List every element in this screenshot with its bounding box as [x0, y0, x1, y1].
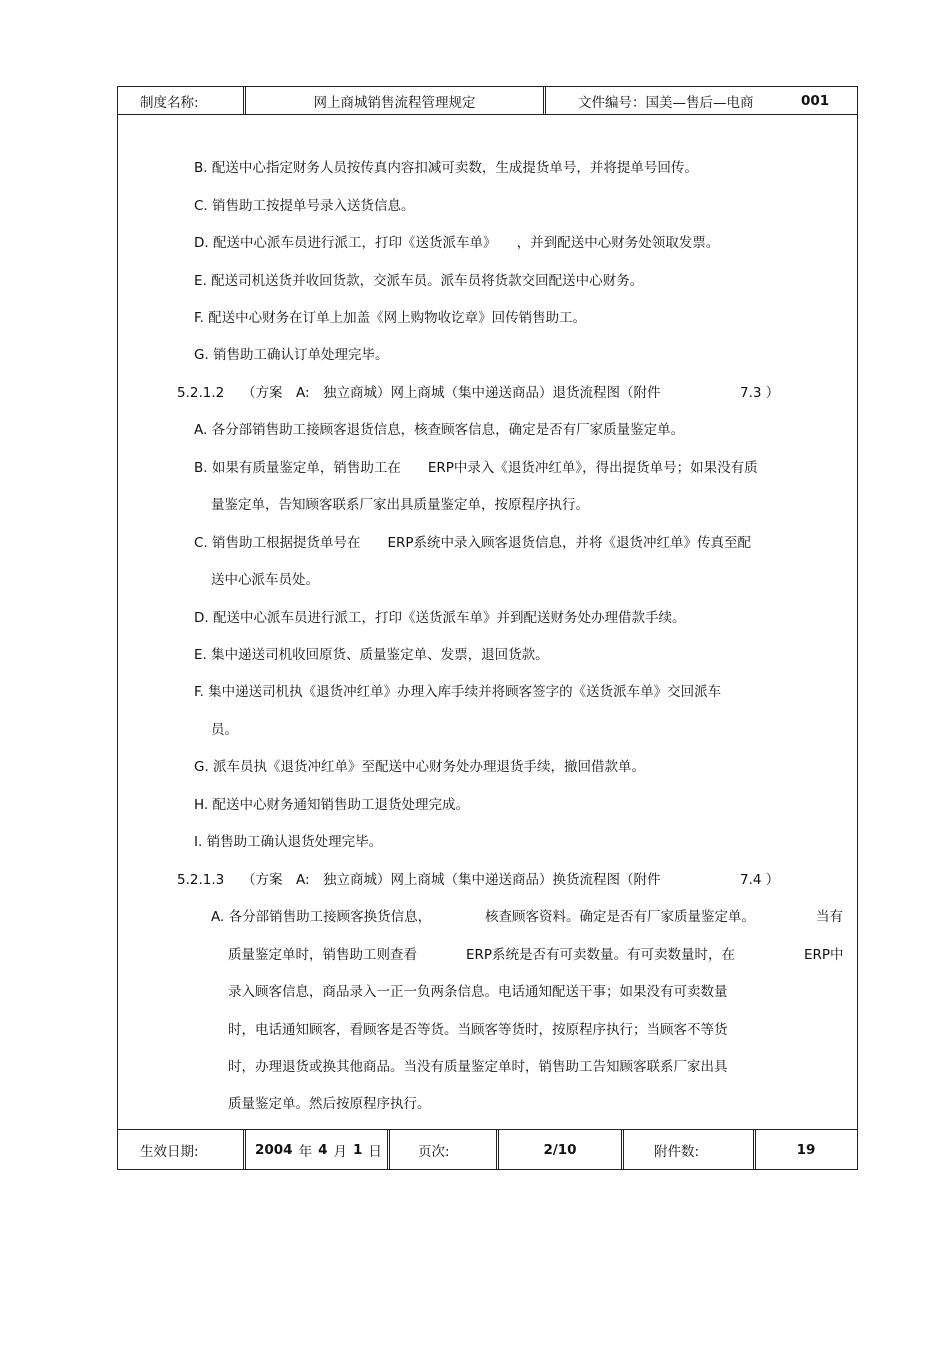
section-title: （方案 A: 独立商城）网上商城（集中递送商品）退货流程图（附件: [242, 385, 661, 401]
list-item: E. 集中递送司机收回原货、质量鉴定单、发票，退回货款。: [194, 647, 549, 663]
list-item-continuation: 时，办理退货或换其他商品。当没有质量鉴定单时，销售助工告知顾客联系厂家出具: [228, 1059, 728, 1075]
list-item: A. 各分部销售助工接顾客换货信息，: [211, 909, 432, 925]
list-item: I. 销售助工确认退货处理完毕。: [194, 834, 383, 850]
list-item: G. 派车员执《退货冲红单》至配送中心财务处办理退货手续，撤回借款单。: [194, 759, 646, 775]
document-frame: [117, 86, 858, 1170]
list-item: G. 销售助工确认订单处理完毕。: [194, 347, 389, 363]
date-year-unit: 年: [298, 1143, 313, 1160]
list-item: D. 配送中心派车员进行派工，打印《送货派车单》并到配送财务处办理借款手续。: [194, 610, 686, 626]
list-item: A. 各分部销售助工接顾客退货信息，核查顾客信息，确定是否有厂家质量鉴定单。: [194, 422, 685, 438]
list-item: 核查顾客资料。确定是否有厂家质量鉴定单。: [485, 909, 755, 925]
section-number: 5.2.1.2: [177, 385, 225, 401]
header-divider: [543, 87, 546, 114]
list-item-continuation: ERP中: [804, 947, 844, 963]
page-label: 页次:: [418, 1143, 450, 1160]
list-item: F. 配送中心财务在订单上加盖《网上购物收讫章》回传销售助工。: [194, 310, 587, 326]
regulation-name-value: 网上商城销售流程管理规定: [313, 94, 476, 111]
list-item: F. 集中递送司机执《退货冲红单》办理入库手续并将顾客签字的《送货派车单》交回派车: [194, 684, 722, 700]
date-month-unit: 月: [333, 1143, 347, 1160]
header-row: [118, 87, 857, 115]
footer-divider: [387, 1130, 390, 1169]
effective-date-value: [255, 1130, 382, 1169]
list-item: C. 销售助工按提单号录入送货信息。: [194, 198, 415, 214]
list-item-continuation: 质量鉴定单时，销售助工则查看: [228, 947, 417, 963]
list-item: H. 配送中心财务通知销售助工退货处理完成。: [194, 797, 469, 813]
document-body: [118, 115, 857, 1129]
list-item: D. 配送中心派车员进行派工，打印《送货派车单》 ，并到配送中心财务处领取发票。: [194, 235, 720, 251]
list-item: B. 如果有质量鉴定单，销售助工在 ERP中录入《退货冲红单》，得出提货单号；如果没有质: [194, 460, 758, 476]
list-item-continuation: 录入顾客信息，商品录入一正一负两条信息。电话通知配送干事；如果没有可卖数量: [228, 984, 728, 1000]
list-item-continuation: 量鉴定单，告知顾客联系厂家出具质量鉴定单，按原程序执行。: [211, 497, 589, 513]
effective-date-label: 生效日期:: [140, 1143, 199, 1160]
page-value: 2/10: [543, 1141, 577, 1158]
attachments-value: 19: [796, 1141, 816, 1158]
list-item-continuation: 员。: [211, 722, 238, 738]
list-item-continuation: ERP系统是否有可卖数量。有可卖数量时，在: [466, 947, 736, 963]
date-month: 4: [318, 1141, 328, 1158]
section-title: （方案 A: 独立商城）网上商城（集中递送商品）换货流程图（附件: [242, 872, 661, 888]
list-item-continuation: 送中心派车员处。: [211, 572, 319, 588]
footer-divider: [243, 1130, 246, 1169]
document-number-value: 001: [801, 92, 830, 109]
list-item-continuation: 时，电话通知顾客，看顾客是否等货。当顾客等货时，按原程序执行；当顾客不等货: [228, 1022, 728, 1038]
list-item: C. 销售助工根据提货单号在 ERP系统中录入顾客退货信息，并将《退货冲红单》传真至配: [194, 535, 752, 551]
date-year: 2004: [255, 1141, 293, 1158]
list-item: E. 配送司机送货并收回货款，交派车员。派车员将货款交回配送中心财务。: [194, 273, 644, 289]
date-day-unit: 日: [368, 1143, 382, 1160]
footer-divider: [621, 1130, 624, 1169]
list-item-continuation: 质量鉴定单。然后按原程序执行。: [228, 1096, 431, 1112]
date-day: 1: [352, 1141, 363, 1158]
document-number-label: 文件编号：国美—售后—电商: [578, 94, 754, 111]
footer-row: [118, 1129, 857, 1169]
attachments-label: 附件数:: [654, 1143, 700, 1160]
regulation-name-label: 制度名称:: [140, 94, 199, 111]
section-attachment-ref: 7.3 ）: [740, 385, 780, 401]
section-number: 5.2.1.3: [177, 872, 225, 888]
list-item: 当有: [816, 909, 843, 925]
list-item: B. 配送中心指定财务人员按传真内容扣减可卖数，生成提货单号，并将提单号回传。: [194, 160, 698, 176]
section-attachment-ref: 7.4 ）: [740, 872, 780, 888]
